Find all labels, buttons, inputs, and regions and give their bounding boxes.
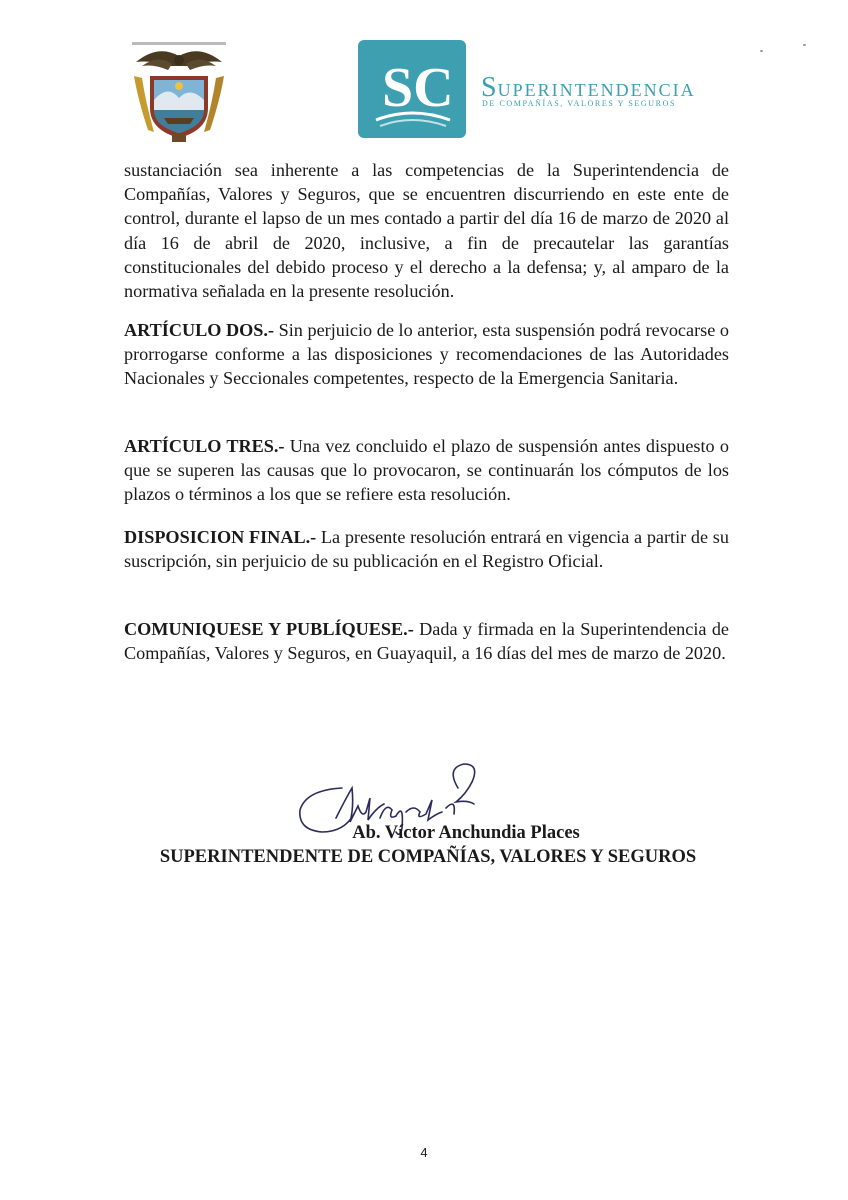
- final-provision-heading: DISPOSICION FINAL.-: [124, 527, 317, 547]
- final-provision: [124, 525, 729, 573]
- brand-initial: S: [481, 72, 498, 103]
- article-three-heading: ARTÍCULO TRES.-: [124, 436, 285, 456]
- article-three-text: Una vez concluido el plazo de suspensión antes dispuesto o que se superen las causas que lo provocaron, se continuarán los cómputos de los plazos o términos a los que se refiere esta resolución.: [124, 436, 730, 505]
- signer-title: SUPERINTENDENTE DE COMPAÑÍAS, VALORES Y SEGUROS: [159, 847, 697, 867]
- scan-speck: [760, 50, 763, 52]
- article-two-heading: ARTÍCULO DOS.-: [124, 320, 274, 340]
- page-number: 4: [420, 1145, 428, 1160]
- final-provision-text: La presente resolución entrará en vigencia a partir de su suscripción, sin perjuicio de su publicación en el Registro Oficial.: [124, 527, 729, 572]
- brand-rest: UPERINTENDENCIA: [497, 80, 696, 100]
- signer-name: Ab. Víctor Anchundia Places: [352, 823, 580, 843]
- brand-subtitle: DE COMPAÑÍAS, VALORES Y SEGUROS: [482, 99, 677, 108]
- article-three: [124, 434, 729, 507]
- publication-clause: [124, 617, 729, 665]
- article-two: [124, 318, 729, 391]
- scan-speck: [803, 44, 806, 46]
- paragraph-1: [124, 158, 729, 303]
- logo-letters: SC: [382, 57, 454, 119]
- paragraph-1-text: sustanciación sea inherente a las competencias de la Superintendencia de Compañías, Valores y Seguros, que se encuentren discurriendo en este ente de control, durante el lapso de un mes contado a partir del día 16 de marzo de 2020 al día 16 de abril de 2020, inclusive, a fin de precautelar las garantías constitucionales del debido proceso y el derecho a la defensa; y, al amparo de la normativa señalada en la presente resolución.: [124, 160, 729, 302]
- coat-of-arms-icon: [128, 40, 230, 144]
- article-two-text: Sin perjuicio de lo anterior, esta suspensión podrá revocarse o prorrogarse conforme a las disposiciones y recomendaciones de las Autoridades Nacionales y Seccionales competentes, respecto de la Emergencia Sanitaria.: [124, 320, 729, 389]
- sc-logo-icon: [358, 40, 466, 138]
- publication-clause-text: Dada y firmada en la Superintendencia de Compañías, Valores y Seguros, en Guayaquil, a 16 días del mes de marzo de 2020.: [124, 619, 729, 664]
- publication-clause-heading: COMUNIQUESE Y PUBLÍQUESE.-: [124, 619, 414, 639]
